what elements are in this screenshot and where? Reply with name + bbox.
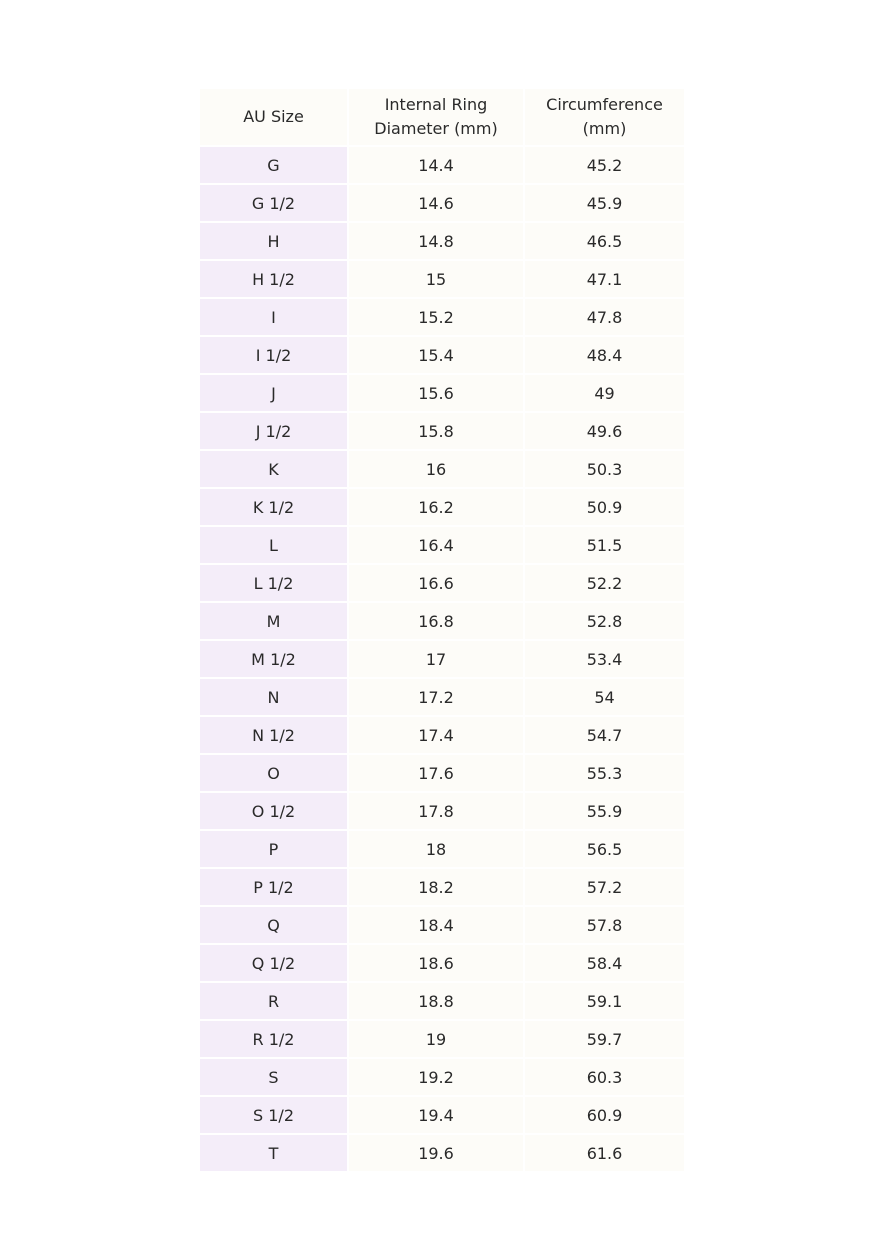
table-row (200, 793, 684, 831)
internal-diameter-cell: 16.2 (347, 489, 523, 527)
internal-diameter-cell: 15.8 (347, 413, 523, 451)
au-size-cell: I (200, 299, 347, 337)
table-row (200, 261, 684, 299)
circumference-cell: 52.8 (523, 603, 684, 641)
internal-diameter-cell: 15.2 (347, 299, 523, 337)
internal-diameter-cell: 18.2 (347, 869, 523, 907)
au-size-cell: J (200, 375, 347, 413)
internal-diameter-cell: 17.4 (347, 717, 523, 755)
table-row (200, 907, 684, 945)
au-size-cell: G 1/2 (200, 185, 347, 223)
au-size-cell: L (200, 527, 347, 565)
table-row (200, 375, 684, 413)
au-size-cell: O (200, 755, 347, 793)
table-row (200, 299, 684, 337)
internal-diameter-cell: 18.8 (347, 983, 523, 1021)
internal-diameter-cell: 16.8 (347, 603, 523, 641)
internal-diameter-cell: 19 (347, 1021, 523, 1059)
au-size-cell: N (200, 679, 347, 717)
au-size-cell: H 1/2 (200, 261, 347, 299)
circumference-cell: 48.4 (523, 337, 684, 375)
circumference-cell: 46.5 (523, 223, 684, 261)
internal-diameter-cell: 17.8 (347, 793, 523, 831)
table-row (200, 641, 684, 679)
au-size-cell: T (200, 1135, 347, 1173)
au-size-cell: K 1/2 (200, 489, 347, 527)
au-size-cell: L 1/2 (200, 565, 347, 603)
internal-diameter-cell: 19.6 (347, 1135, 523, 1173)
internal-diameter-cell: 18.4 (347, 907, 523, 945)
internal-diameter-cell: 19.4 (347, 1097, 523, 1135)
circumference-cell: 54 (523, 679, 684, 717)
au-size-cell: S (200, 1059, 347, 1097)
table-row (200, 679, 684, 717)
internal-diameter-cell: 14.8 (347, 223, 523, 261)
table-row (200, 1021, 684, 1059)
internal-diameter-cell: 18 (347, 831, 523, 869)
table-row (200, 413, 684, 451)
au-size-cell: P 1/2 (200, 869, 347, 907)
circumference-cell: 57.8 (523, 907, 684, 945)
header-au-size: AU Size (200, 89, 347, 147)
internal-diameter-cell: 14.4 (347, 147, 523, 185)
au-size-cell: Q (200, 907, 347, 945)
circumference-cell: 49.6 (523, 413, 684, 451)
circumference-cell: 61.6 (523, 1135, 684, 1173)
internal-diameter-cell: 19.2 (347, 1059, 523, 1097)
circumference-cell: 50.3 (523, 451, 684, 489)
table-row (200, 1135, 684, 1173)
internal-diameter-cell: 15.4 (347, 337, 523, 375)
internal-diameter-cell: 14.6 (347, 185, 523, 223)
table-row (200, 147, 684, 185)
circumference-cell: 45.9 (523, 185, 684, 223)
table-row (200, 223, 684, 261)
ring-size-table (200, 89, 684, 1173)
internal-diameter-cell: 16.6 (347, 565, 523, 603)
table-row (200, 603, 684, 641)
internal-diameter-cell: 16.4 (347, 527, 523, 565)
internal-diameter-cell: 17.2 (347, 679, 523, 717)
table-row (200, 451, 684, 489)
circumference-cell: 59.1 (523, 983, 684, 1021)
table-row (200, 337, 684, 375)
internal-diameter-cell: 17 (347, 641, 523, 679)
au-size-cell: G (200, 147, 347, 185)
au-size-cell: O 1/2 (200, 793, 347, 831)
au-size-cell: K (200, 451, 347, 489)
circumference-cell: 55.3 (523, 755, 684, 793)
table-header (200, 89, 684, 147)
circumference-cell: 57.2 (523, 869, 684, 907)
table-row (200, 565, 684, 603)
table-row (200, 1059, 684, 1097)
table-row (200, 983, 684, 1021)
table-row (200, 489, 684, 527)
au-size-cell: P (200, 831, 347, 869)
table-row (200, 717, 684, 755)
table-row (200, 945, 684, 983)
table-row (200, 831, 684, 869)
circumference-cell: 47.8 (523, 299, 684, 337)
table-row (200, 185, 684, 223)
circumference-cell: 51.5 (523, 527, 684, 565)
circumference-cell: 60.9 (523, 1097, 684, 1135)
table-body (200, 147, 684, 1173)
header-circumference: Circumference (mm) (523, 89, 684, 147)
header-internal-diameter: Internal Ring Diameter (mm) (347, 89, 523, 147)
circumference-cell: 55.9 (523, 793, 684, 831)
circumference-cell: 47.1 (523, 261, 684, 299)
circumference-cell: 56.5 (523, 831, 684, 869)
au-size-cell: M 1/2 (200, 641, 347, 679)
circumference-cell: 60.3 (523, 1059, 684, 1097)
circumference-cell: 58.4 (523, 945, 684, 983)
au-size-cell: R 1/2 (200, 1021, 347, 1059)
table-row (200, 1097, 684, 1135)
internal-diameter-cell: 16 (347, 451, 523, 489)
au-size-cell: H (200, 223, 347, 261)
table-row (200, 869, 684, 907)
circumference-cell: 59.7 (523, 1021, 684, 1059)
internal-diameter-cell: 17.6 (347, 755, 523, 793)
table-row (200, 755, 684, 793)
au-size-cell: R (200, 983, 347, 1021)
circumference-cell: 49 (523, 375, 684, 413)
circumference-cell: 50.9 (523, 489, 684, 527)
circumference-cell: 54.7 (523, 717, 684, 755)
internal-diameter-cell: 15 (347, 261, 523, 299)
table-row (200, 527, 684, 565)
au-size-cell: M (200, 603, 347, 641)
au-size-cell: S 1/2 (200, 1097, 347, 1135)
au-size-cell: J 1/2 (200, 413, 347, 451)
circumference-cell: 52.2 (523, 565, 684, 603)
header-row (200, 89, 684, 147)
circumference-cell: 45.2 (523, 147, 684, 185)
au-size-cell: Q 1/2 (200, 945, 347, 983)
internal-diameter-cell: 15.6 (347, 375, 523, 413)
au-size-cell: I 1/2 (200, 337, 347, 375)
circumference-cell: 53.4 (523, 641, 684, 679)
internal-diameter-cell: 18.6 (347, 945, 523, 983)
au-size-cell: N 1/2 (200, 717, 347, 755)
